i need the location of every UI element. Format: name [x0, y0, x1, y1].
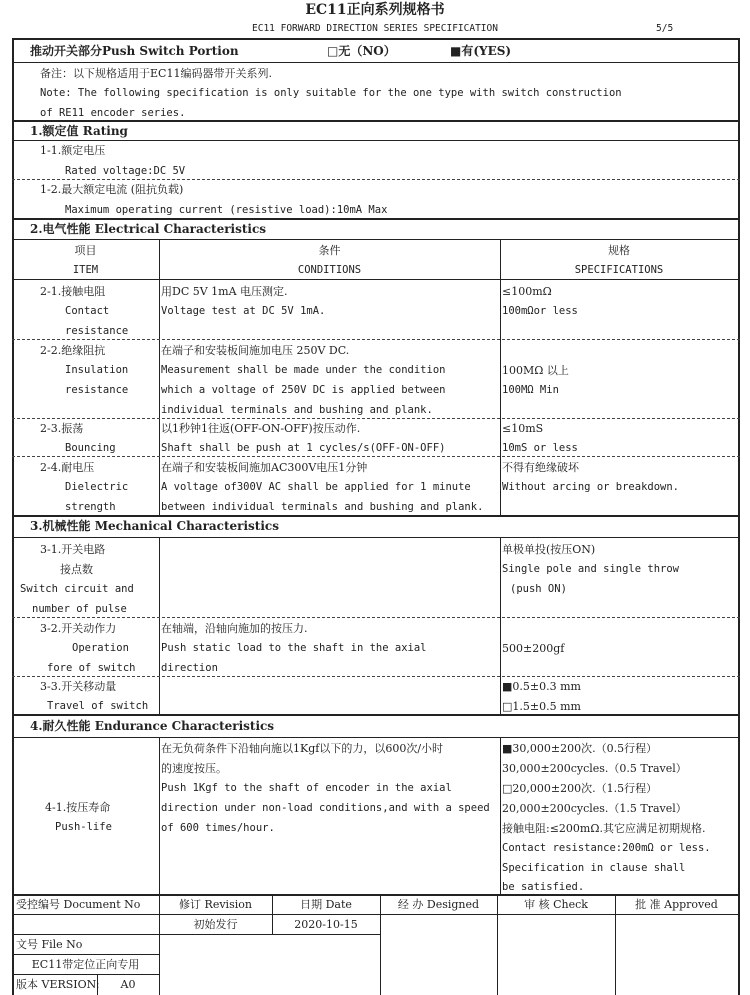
endurance-cond-4: direction under non-load conditions,and with a speed [161, 802, 490, 814]
divider [12, 515, 740, 517]
footer-doc-no: 受控编号 Document No [16, 898, 141, 911]
footer-check-label: 审 核 Check [524, 898, 588, 911]
rating-item-1-en: Rated voltage:DC 5V [65, 165, 186, 177]
divider [12, 737, 740, 738]
footer-divider [12, 914, 740, 915]
elec-r4-item-en1: Dielectric [65, 481, 129, 493]
col-divider [159, 737, 160, 894]
portion-label: 推动开关部分Push Switch Portion [30, 44, 239, 58]
elec-r2-item-cn: 2-2.绝缘阻抗 [40, 344, 106, 357]
elec-r1-spec-cn: ≤100mΩ [502, 285, 552, 298]
col-header-conditions-en: CONDITIONS [297, 264, 362, 276]
divider [12, 140, 740, 141]
mech-r1-item-cn1: 3-1.开关电路 [40, 543, 106, 556]
elec-r2-cond-en1: Measurement shall be made under the condition [161, 364, 446, 376]
mech-r3-item-en: Travel of switch [47, 700, 149, 712]
mech-r2-item-en2: fore of switch [47, 662, 136, 674]
endurance-spec-1: ■30,000±200次.（0.5行程） [502, 742, 658, 755]
elec-r3-cond-en: Shaft shall be push at 1 cycles/s(OFF-ON-OFF) [161, 442, 446, 454]
mech-r3-spec-2: □1.5±0.5 mm [502, 700, 581, 713]
footer-approved-label: 批 准 Approved [635, 898, 718, 911]
footer-date-value: 2020-10-15 [294, 918, 358, 931]
mech-r2-item-en1: Operation [72, 642, 129, 654]
elec-r3-cond-cn: 以1秒钟1往返(OFF-ON-OFF)按压动作. [161, 422, 361, 435]
table-top-border [12, 38, 740, 40]
elec-r3-spec-en: 10mS or less [502, 442, 578, 454]
col-divider [500, 737, 501, 894]
divider [12, 894, 740, 896]
elec-r2-item-en1: Insulation [65, 364, 129, 376]
note-en-line1: Note: The following specification is only suitable for the one type with switch construction [40, 87, 622, 99]
dashed-divider [12, 456, 740, 457]
note-cn: 备注：以下规格适用于EC11编码器带开关系列. [40, 67, 272, 80]
mech-r1-spec-cn: 单极单投(按压ON) [502, 543, 596, 556]
elec-r1-spec-en: 100mΩor less [502, 305, 578, 317]
footer-divider [12, 934, 380, 935]
endurance-item-cn: 4-1.按压寿命 [45, 801, 111, 814]
note-en-line2: of RE11 encoder series. [40, 107, 186, 119]
endurance-cond-5: of 600 times/hour. [161, 822, 275, 834]
document-subtitle: EC11 FORWARD DIRECTION SERIES SPECIFICATION [252, 23, 498, 34]
dashed-divider [12, 617, 740, 618]
mech-r2-spec: 500±200gf [502, 642, 565, 655]
page-number: 5/5 [656, 23, 674, 34]
dashed-divider [12, 339, 740, 340]
endurance-item-en: Push-life [55, 821, 112, 833]
endurance-cond-3: Push 1Kgf to the shaft of encoder in the axial [161, 782, 452, 794]
footer-designed-label: 经 办 Designed [397, 898, 480, 911]
elec-r4-spec-en: Without arcing or breakdown. [502, 481, 680, 493]
endurance-spec-4: 20,000±200cycles.（1.5 Travel） [502, 802, 687, 815]
mech-r3-item-cn: 3-3.开关移动量 [40, 680, 117, 693]
divider [12, 537, 740, 538]
rating-item-2-en: Maximum operating current (resistive load):10mA Max [65, 204, 388, 216]
mech-r1-item-en2: number of pulse [32, 603, 127, 615]
option-no-checkbox: □无（NO） [327, 44, 396, 58]
divider [12, 239, 740, 240]
divider [12, 62, 740, 63]
endurance-spec-5: 接触电阻:≤200mΩ.其它应满足初期规格. [502, 822, 706, 835]
col-header-specs-en: SPECIFICATIONS [574, 264, 664, 276]
mech-r1-spec-en2: (push ON) [510, 583, 567, 595]
elec-r4-cond-en1: A voltage of300V AC shall be applied for 1 minute [161, 481, 471, 493]
mech-r1-item-cn2: 接点数 [60, 563, 93, 576]
col-header-conditions-cn: 条件 [318, 244, 341, 257]
elec-r1-cond-cn: 用DC 5V 1mA 电压测定. [161, 285, 288, 298]
mechanical-title: 3.机械性能 Mechanical Characteristics [30, 519, 279, 533]
elec-r4-item-en2: strength [65, 501, 116, 513]
footer-version-label: 版本 VERSION: [16, 978, 100, 991]
endurance-cond-2: 的速度按压。 [161, 762, 227, 775]
mech-r2-cond-cn: 在轴端，沿轴向施加的按压力. [161, 622, 308, 635]
col-divider [500, 537, 501, 714]
col-divider [159, 239, 160, 516]
col-header-item-cn: 项目 [74, 244, 97, 257]
footer-revision-label: 修订 Revision [179, 898, 252, 911]
elec-r1-cond-en: Voltage test at DC 5V 1mA. [161, 305, 326, 317]
elec-r2-cond-cn: 在端子和安装板间施加电压 250V DC. [161, 344, 350, 357]
mech-r2-item-cn: 3-2.开关动作力 [40, 622, 117, 635]
elec-r4-item-cn: 2-4.耐电压 [40, 461, 95, 474]
divider [12, 714, 740, 716]
divider [12, 279, 740, 280]
option-yes-checkbox: ■有(YES) [450, 44, 512, 58]
mech-r2-cond-en1: Push static load to the shaft in the axial [161, 642, 427, 654]
divider [12, 120, 740, 122]
endurance-spec-3: □20,000±200次.（1.5行程） [502, 782, 658, 795]
electrical-title: 2.电气性能 Electrical Characteristics [30, 222, 267, 236]
document-title: EC11正向系列规格书 [305, 2, 445, 18]
footer-date-label: 日期 Date [300, 898, 352, 911]
mech-r1-item-en1: Switch circuit and [20, 583, 134, 595]
endurance-spec-6: Contact resistance:200mΩ or less. [502, 842, 711, 854]
dashed-divider [12, 676, 740, 677]
mech-r1-spec-en1: Single pole and single throw [502, 563, 680, 575]
elec-r3-item-cn: 2-3.振荡 [40, 422, 84, 435]
elec-r1-item-en2: resistance [65, 325, 129, 337]
elec-r1-item-cn: 2-1.接触电阻 [40, 285, 106, 298]
footer-file-desc: EC11带定位正向专用 [31, 958, 140, 971]
col-divider [500, 239, 501, 516]
elec-r1-item-en1: Contact [65, 305, 110, 317]
col-header-specs-cn: 规格 [608, 244, 630, 257]
footer-divider [12, 974, 159, 975]
dashed-divider [12, 418, 740, 419]
elec-r4-cond-cn: 在端子和安装板间施加AC300V电压1分钟 [161, 461, 368, 474]
elec-r2-spec-en: 100MΩ Min [502, 384, 559, 396]
elec-r3-item-en: Bouncing [65, 442, 116, 454]
elec-r2-cond-en3: individual terminals and bushing and plank. [161, 404, 433, 416]
elec-r2-spec-cn: 100MΩ 以上 [502, 364, 569, 377]
endurance-spec-2: 30,000±200cycles.（0.5 Travel） [502, 762, 687, 775]
footer-revision-value: 初始发行 [193, 918, 238, 931]
mech-r2-cond-en2: direction [161, 662, 218, 674]
rating-item-2-cn: 1-2.最大额定电流 (阻抗负载) [40, 183, 184, 196]
endurance-cond-1: 在无负荷条件下沿轴向施以1Kgf以下的力，以600次/小时 [161, 742, 444, 755]
mech-r3-spec-1: ■0.5±0.3 mm [502, 680, 581, 693]
footer-file-no: 文号 File No [16, 938, 83, 951]
rating-item-1-cn: 1-1.额定电压 [40, 144, 106, 157]
endurance-spec-8: be satisfied. [502, 881, 585, 893]
elec-r4-cond-en2: between individual terminals and bushing and plank. [161, 501, 484, 513]
col-divider [159, 537, 160, 714]
divider [12, 218, 740, 220]
rating-title: 1.额定值 Rating [30, 124, 128, 138]
elec-r2-item-en2: resistance [65, 384, 129, 396]
endurance-title: 4.耐久性能 Endurance Characteristics [30, 719, 275, 733]
dashed-divider [12, 179, 740, 180]
elec-r3-spec-cn: ≤10mS [502, 422, 544, 435]
elec-r2-cond-en2: which a voltage of 250V DC is applied between [161, 384, 446, 396]
footer-version-value: A0 [120, 978, 136, 991]
footer-divider [12, 954, 159, 955]
endurance-spec-7: Specification in clause shall [502, 862, 686, 874]
col-header-item-en: ITEM [72, 264, 99, 276]
elec-r4-spec-cn: 不得有绝缘破坏 [502, 461, 579, 474]
